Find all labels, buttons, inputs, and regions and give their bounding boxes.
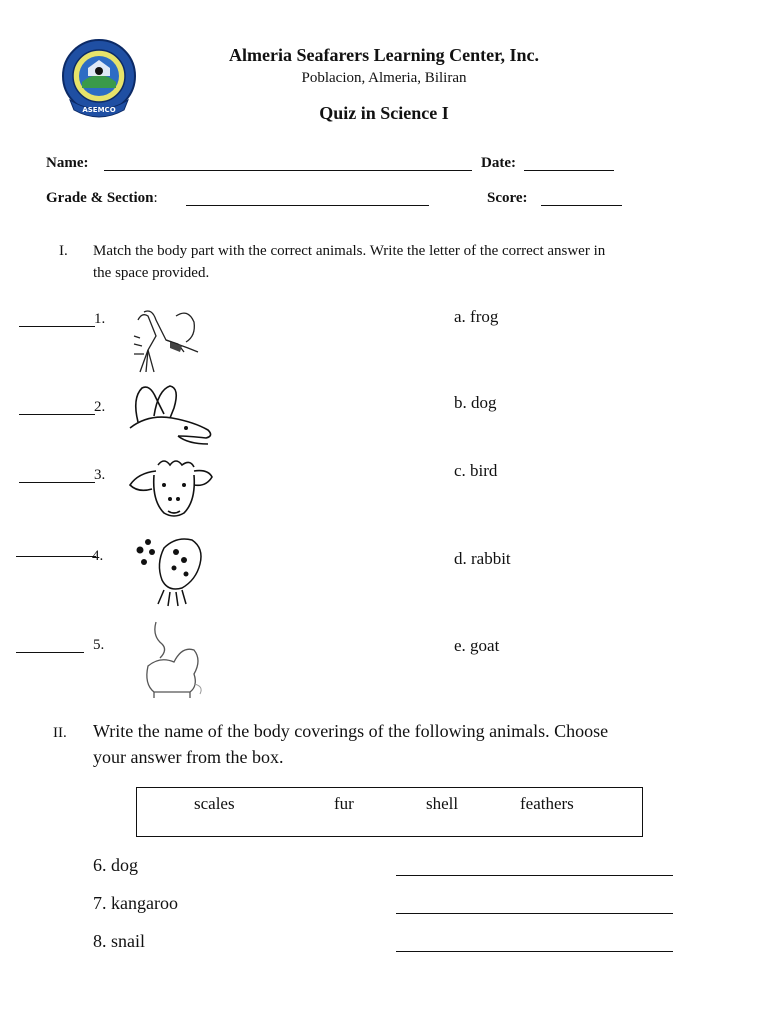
answer-blank-1[interactable] [19, 326, 95, 327]
part2-instruction-line1: Write the name of the body coverings of the following animals. Choose [93, 721, 609, 741]
school-address: Poblacion, Almeria, Biliran [301, 70, 467, 86]
item-number-4: 4. [92, 548, 104, 564]
word-fur: fur [334, 794, 354, 813]
date-blank[interactable] [524, 170, 614, 171]
date-field [481, 154, 516, 172]
logo-banner-text: ASEMCO [82, 106, 116, 114]
part2-instruction-line2: your answer from the box. [93, 747, 284, 767]
word-feathers: feathers [520, 794, 574, 813]
part1-numeral: I. [59, 243, 68, 259]
answer-blank-2[interactable] [19, 414, 95, 415]
answer-blank-7[interactable] [396, 913, 673, 914]
grade-section-field [46, 189, 158, 207]
score-field [487, 189, 528, 207]
word-shell: shell [426, 794, 459, 813]
item-6: 6. dog [93, 855, 138, 875]
score-blank[interactable] [541, 205, 622, 206]
quiz-title: Quiz in Science I [319, 103, 449, 123]
choice-e: e. goat [454, 636, 500, 655]
word-scales: scales [194, 794, 235, 813]
frog-head-icon [134, 534, 206, 610]
grade-section-blank[interactable] [186, 205, 429, 206]
part2-numeral: II. [53, 725, 67, 741]
choice-d: d. rabbit [454, 549, 511, 568]
item-number-1: 1. [94, 311, 106, 327]
date-label: Date: [481, 155, 516, 171]
answer-blank-3[interactable] [19, 482, 95, 483]
item-8: 8. snail [93, 931, 145, 951]
choice-b: b. dog [454, 393, 497, 412]
answer-blank-4[interactable] [16, 556, 96, 557]
word-box [136, 787, 643, 837]
rabbit-ears-icon [128, 380, 218, 446]
item-7: 7. kangaroo [93, 893, 178, 913]
goat-head-icon [128, 455, 214, 519]
item-number-5: 5. [93, 637, 105, 653]
name-field [46, 154, 88, 172]
bird-foot-icon [126, 306, 202, 376]
answer-blank-6[interactable] [396, 875, 673, 876]
item-number-2: 2. [94, 399, 106, 415]
score-label: Score: [487, 190, 528, 206]
choice-c: c. bird [454, 461, 498, 480]
answer-blank-5[interactable] [16, 652, 84, 653]
choice-a: a. frog [454, 307, 499, 326]
dog-tail-icon [138, 616, 208, 700]
grade-section-colon: : [153, 190, 158, 206]
name-label: Name: [46, 155, 89, 171]
part1-instruction-line1: Match the body part with the correct animals. Write the letter of the correct answer in [93, 243, 606, 259]
answer-blank-8[interactable] [396, 951, 673, 952]
name-blank[interactable] [104, 170, 472, 171]
grade-section-label: Grade & Section [46, 190, 154, 206]
school-name: Almeria Seafarers Learning Center, Inc. [229, 45, 539, 65]
item-number-3: 3. [94, 467, 106, 483]
part1-instruction-line2: the space provided. [93, 265, 210, 281]
